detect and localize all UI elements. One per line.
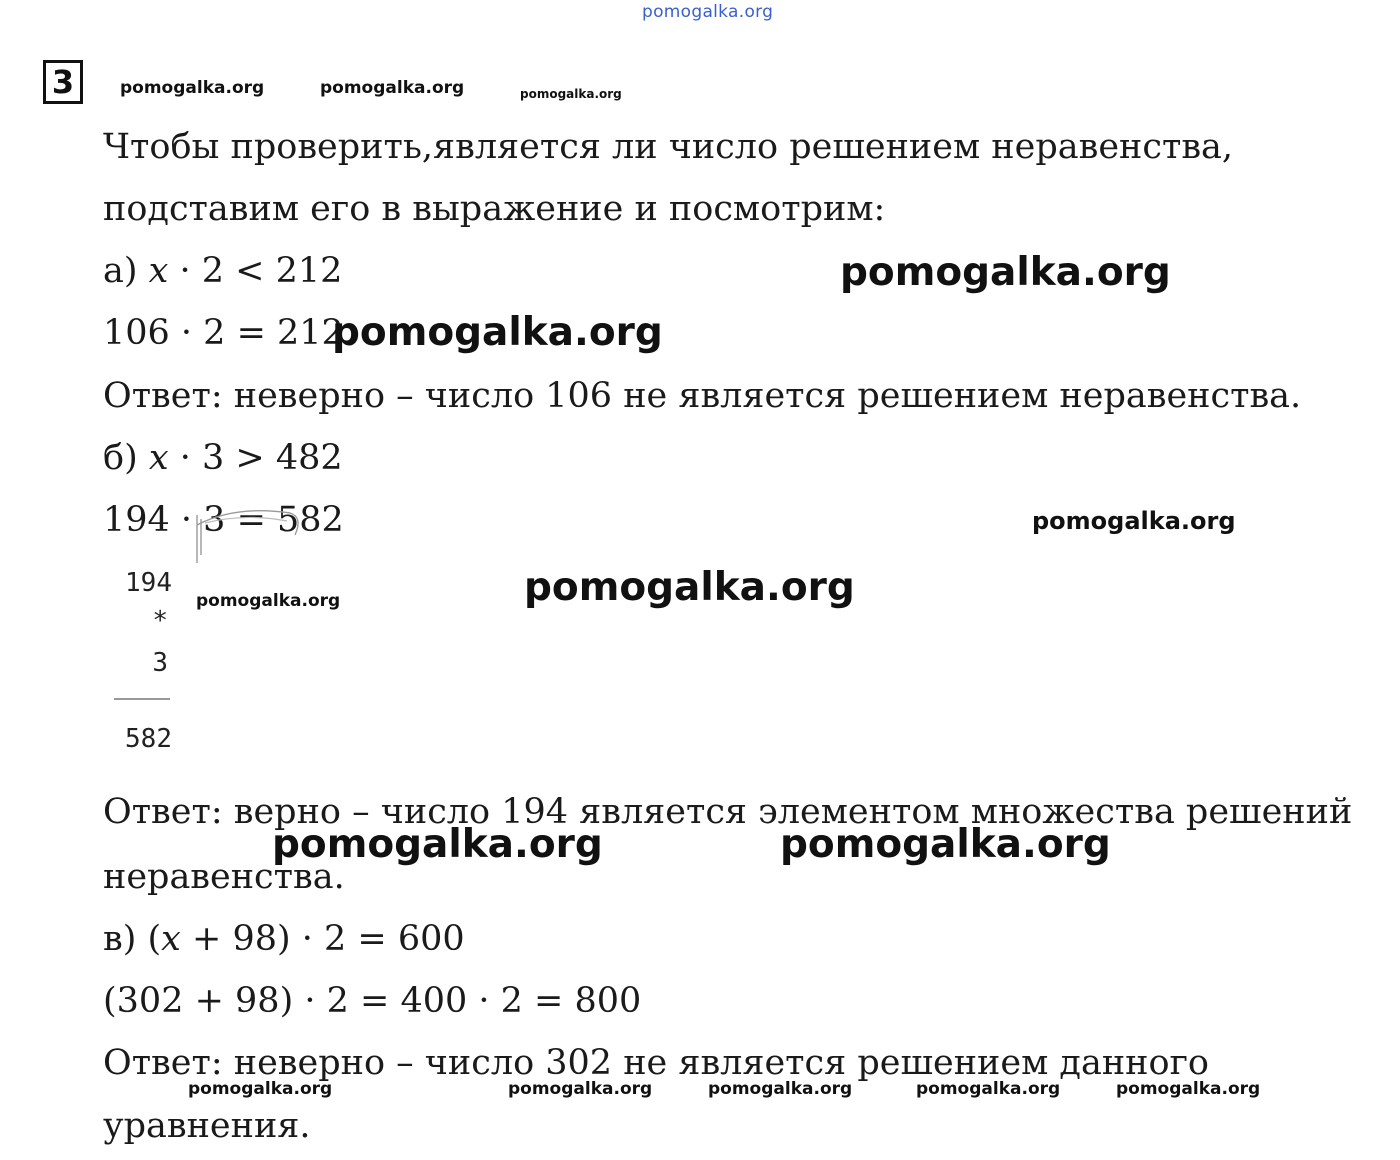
watermark: pomogalka.org	[520, 87, 622, 101]
watermark: pomogalka.org	[916, 1079, 1061, 1099]
intro-line-2: подставим его в выражение и посмотрим:	[103, 189, 886, 229]
watermark: pomogalka.org	[332, 310, 663, 355]
watermark-top: pomogalka.org	[642, 2, 774, 22]
part-c-check: (302 + 98) · 2 = 400 · 2 = 800	[103, 981, 642, 1021]
part-c-answer-2: уравнения.	[103, 1106, 311, 1146]
watermark: pomogalka.org	[840, 250, 1171, 295]
part-b-problem: б) 𝑥 · 3 > 482	[103, 438, 343, 478]
watermark: pomogalka.org	[524, 565, 855, 610]
multiplier: 3	[152, 648, 168, 678]
handwritten-scribble	[195, 505, 305, 565]
part-a-problem: а) 𝑥 · 2 < 212	[103, 251, 343, 291]
part-b-check: 194 · 3 = 582	[103, 500, 344, 540]
task-number-box: 3	[43, 60, 83, 104]
part-b-answer-1: Ответ: верно – число 194 является элементом множества решений	[103, 792, 1353, 832]
watermark: pomogalka.org	[508, 1079, 653, 1099]
intro-line-1: Чтобы проверить,является ли число решением неравенства,	[103, 127, 1234, 167]
watermark: pomogalka.org	[120, 78, 265, 98]
watermark: pomogalka.org	[320, 78, 465, 98]
calc-rule	[114, 698, 170, 700]
part-a-check: 106 · 2 = 212	[103, 313, 344, 353]
product: 582	[125, 724, 172, 754]
watermark: pomogalka.org	[1116, 1079, 1261, 1099]
part-b-answer-2: неравенства.	[103, 857, 345, 897]
watermark: pomogalka.org	[708, 1079, 853, 1099]
part-c-problem: в) (𝑥 + 98) · 2 = 600	[103, 919, 465, 959]
watermark: pomogalka.org	[196, 591, 341, 611]
watermark: pomogalka.org	[188, 1079, 333, 1099]
multiplicand: 194	[125, 568, 172, 598]
watermark: pomogalka.org	[272, 822, 603, 867]
part-c-answer-1: Ответ: неверно – число 302 не является решением данного	[103, 1043, 1209, 1083]
multiply-sign: *	[152, 606, 168, 636]
watermark: pomogalka.org	[1032, 507, 1236, 535]
watermark: pomogalka.org	[780, 822, 1111, 867]
part-a-answer: Ответ: неверно – число 106 не является решением неравенства.	[103, 376, 1302, 416]
